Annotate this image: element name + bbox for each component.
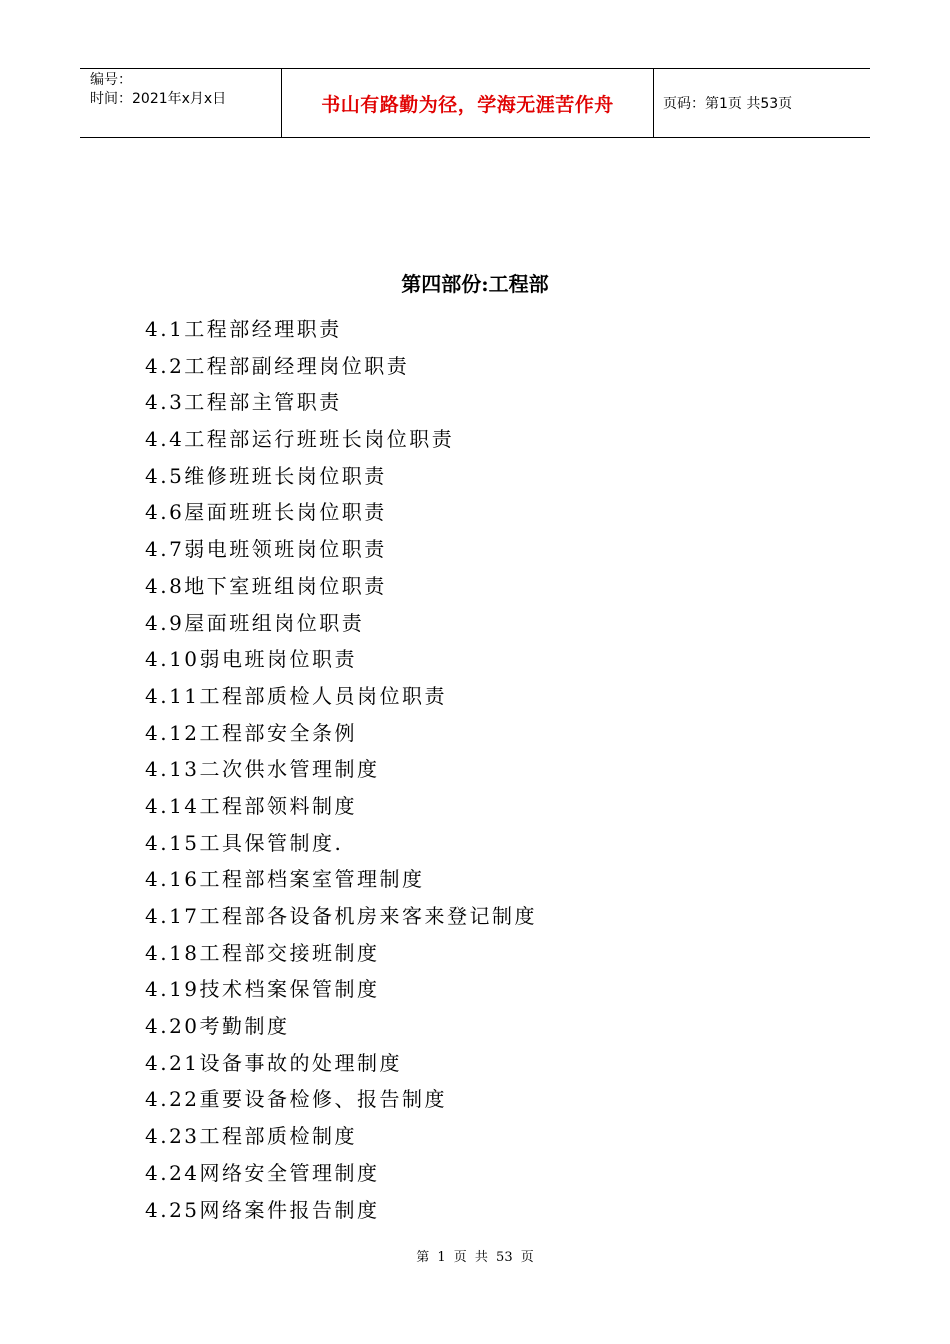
header-motto: 书山有路勤为径，学海无涯苦作舟 [321, 93, 614, 116]
header-page-cell [654, 69, 870, 137]
toc-item: 4.15工具保管制度. [145, 830, 344, 855]
toc-item: 4.17工程部各设备机房来客来登记制度 [145, 904, 538, 928]
table-of-contents [145, 311, 537, 1228]
toc-item: 4.13二次供水管理制度 [145, 757, 380, 782]
toc-item: 4.22重要设备检修、报告制度 [145, 1087, 448, 1112]
toc-item: 4.3工程部主管职责 [145, 390, 342, 415]
toc-item: 4.1工程部经理职责 [145, 317, 342, 341]
document-date: 时间：2021年x月x日 [90, 91, 227, 107]
toc-item: 4.24网络安全管理制度 [145, 1160, 380, 1185]
section-title: 第四部份:工程部 [401, 272, 549, 296]
toc-item: 4.11工程部质检人员岗位职责 [145, 683, 448, 708]
toc-item: 4.6屋面班班长岗位职责 [145, 500, 387, 525]
header-page-info: 页码：第1页 共53页 [663, 96, 793, 112]
toc-item: 4.23工程部质检制度 [145, 1124, 358, 1149]
toc-item: 4.21设备事故的处理制度 [145, 1050, 403, 1075]
toc-item: 4.19技术档案保管制度 [145, 977, 380, 1002]
toc-item: 4.10弱电班岗位职责 [145, 647, 358, 672]
toc-item: 4.16工程部档案室管理制度 [145, 867, 425, 892]
toc-item: 4.4工程部运行班班长岗位职责 [145, 427, 455, 452]
header-meta-cell [80, 69, 282, 137]
toc-item: 4.7弱电班领班岗位职责 [145, 537, 387, 562]
toc-item: 4.18工程部交接班制度 [145, 940, 380, 965]
toc-item: 4.12工程部安全条例 [145, 720, 358, 745]
toc-item: 4.20考勤制度 [145, 1014, 290, 1039]
toc-item: 4.5维修班班长岗位职责 [145, 463, 387, 488]
toc-item: 4.9屋面班组岗位职责 [145, 610, 365, 635]
header-motto-cell [282, 69, 654, 137]
header-table [80, 68, 870, 138]
page-footer: 第 1 页 共 53 页 [416, 1250, 534, 1265]
toc-item: 4.8地下室班组岗位职责 [145, 573, 387, 598]
toc-item: 4.25网络案件报告制度 [145, 1197, 380, 1222]
toc-item: 4.14工程部领料制度 [145, 793, 358, 818]
toc-item: 4.2工程部副经理岗位职责 [145, 353, 410, 378]
document-number-label: 编号： [90, 72, 132, 88]
